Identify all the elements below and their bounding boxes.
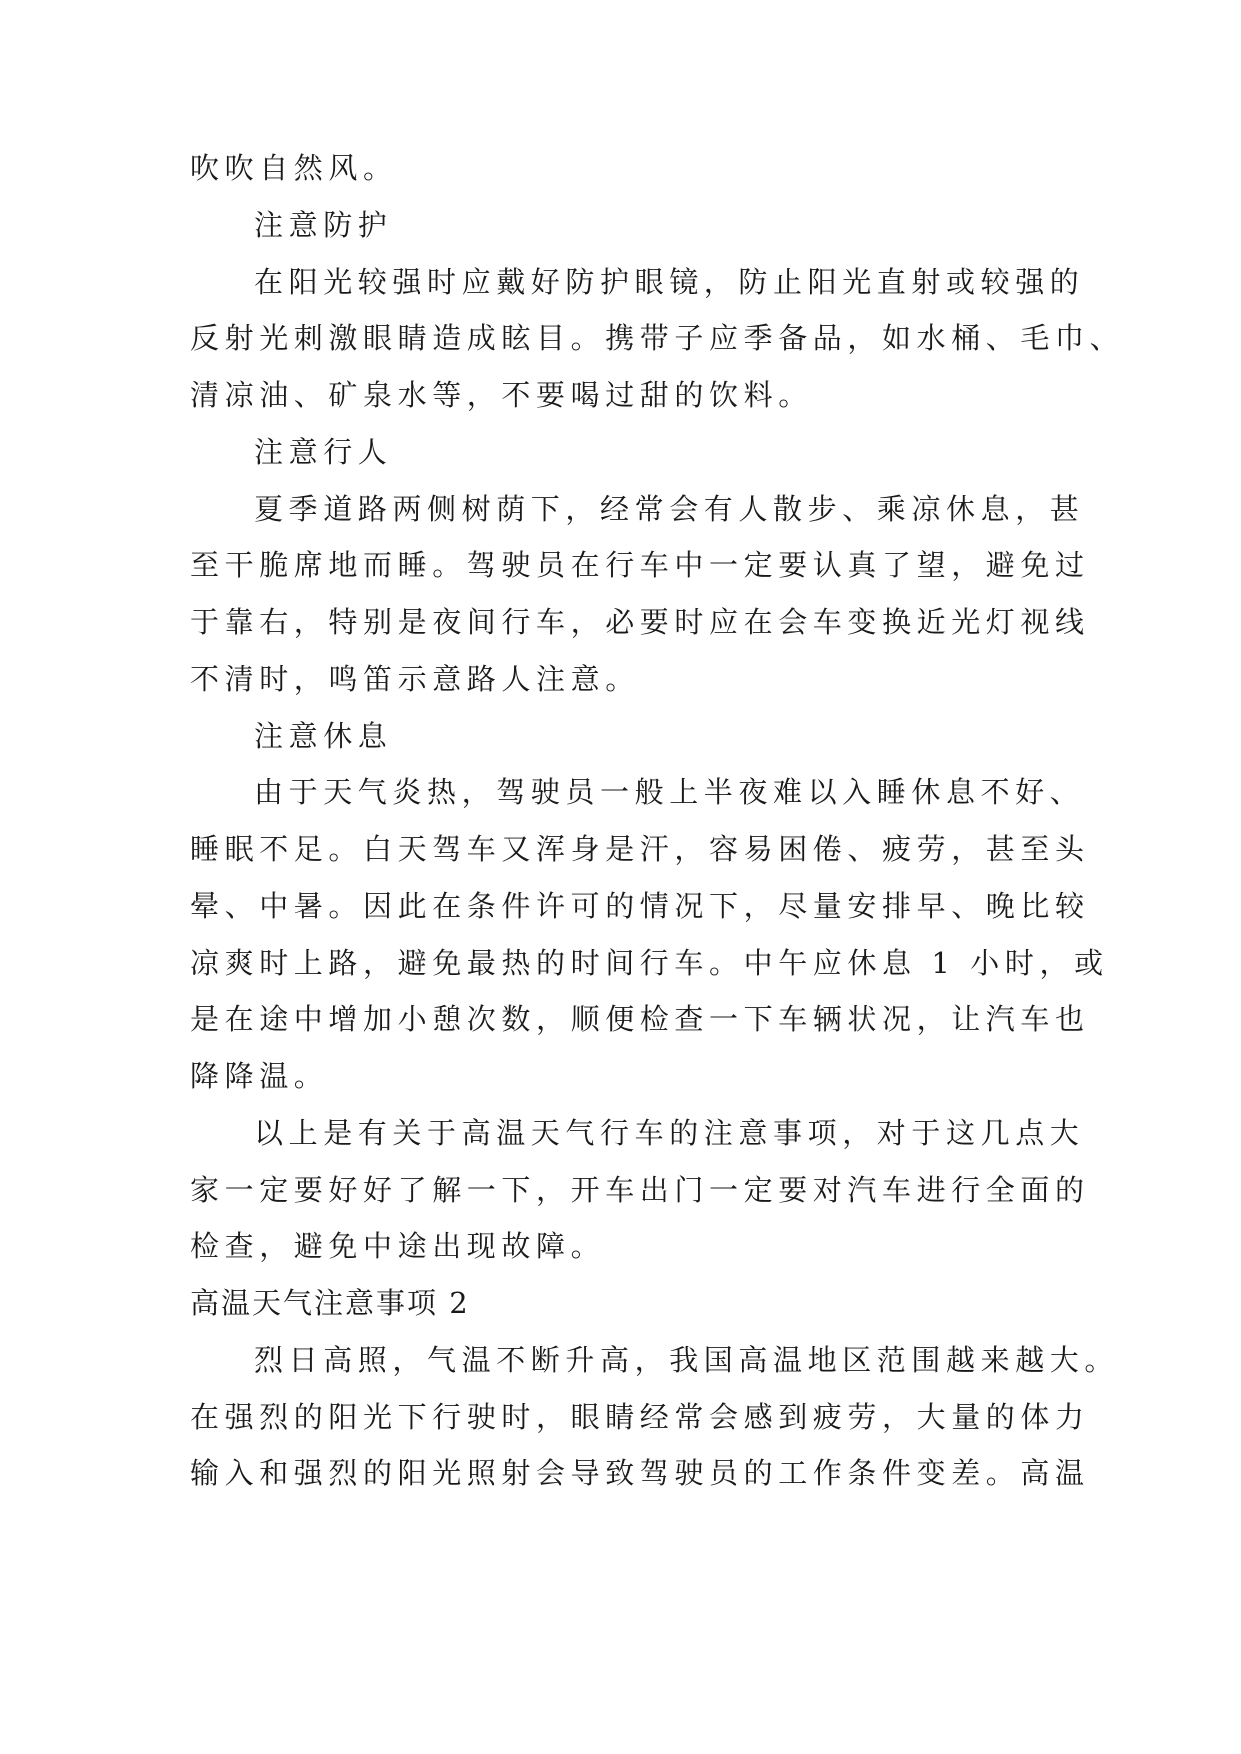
- body-text-line: 不清时，鸣笛示意路人注意。: [190, 662, 640, 696]
- body-text-line: 输入和强烈的阳光照射会导致驾驶员的工作条件变差。高温: [190, 1456, 1090, 1490]
- body-text-line: 于靠右，特别是夜间行车，必要时应在会车变换近光灯视线: [190, 605, 1090, 639]
- body-text-line: 家一定要好好了解一下，开车出门一定要对汽车进行全面的: [190, 1173, 1090, 1207]
- body-text-line: 睡眠不足。白天驾车又浑身是汗，容易困倦、疲劳，甚至头: [190, 832, 1090, 866]
- body-text-line: 清凉油、矿泉水等，不要喝过甜的饮料。: [190, 378, 813, 412]
- body-text-line: 吹吹自然风。: [190, 151, 398, 185]
- body-text-line: 在强烈的阳光下行驶时，眼睛经常会感到疲劳，大量的体力: [190, 1400, 1090, 1434]
- body-text-line: 由于天气炎热，驾驶员一般上半夜难以入睡休息不好、: [254, 775, 1085, 809]
- body-text-line: 夏季道路两侧树荫下，经常会有人散步、乘凉休息，甚: [254, 492, 1085, 526]
- body-text-line: 检查，避免中途出现故障。: [190, 1229, 606, 1263]
- body-text-line: 反射光刺激眼睛造成眩目。携带子应季备品，如水桶、毛巾、: [190, 321, 1125, 355]
- section-heading: 注意行人: [254, 435, 393, 469]
- body-text-line: 至干脆席地而睡。驾驶员在行车中一定要认真了望，避免过: [190, 548, 1090, 582]
- body-text-line: 在阳光较强时应戴好防护眼镜，防止阳光直射或较强的: [254, 265, 1085, 299]
- body-text-line: 晕、中暑。因此在条件许可的情况下，尽量安排早、晚比较: [190, 889, 1090, 923]
- body-text-line: 凉爽时上路，避免最热的时间行车。中午应休息 1 小时，或: [190, 946, 1109, 980]
- section-heading: 注意休息: [254, 719, 393, 753]
- body-text-line: 以上是有关于高温天气行车的注意事项，对于这几点大: [254, 1116, 1085, 1150]
- section-heading: 注意防护: [254, 208, 393, 242]
- body-text-line: 降降温。: [190, 1059, 329, 1093]
- body-text-line: 是在途中增加小憩次数，顺便检查一下车辆状况，让汽车也: [190, 1002, 1090, 1036]
- article-heading: 高温天气注意事项 2: [190, 1286, 470, 1320]
- body-text-line: 烈日高照，气温不断升高，我国高温地区范围越来越大。: [254, 1343, 1120, 1377]
